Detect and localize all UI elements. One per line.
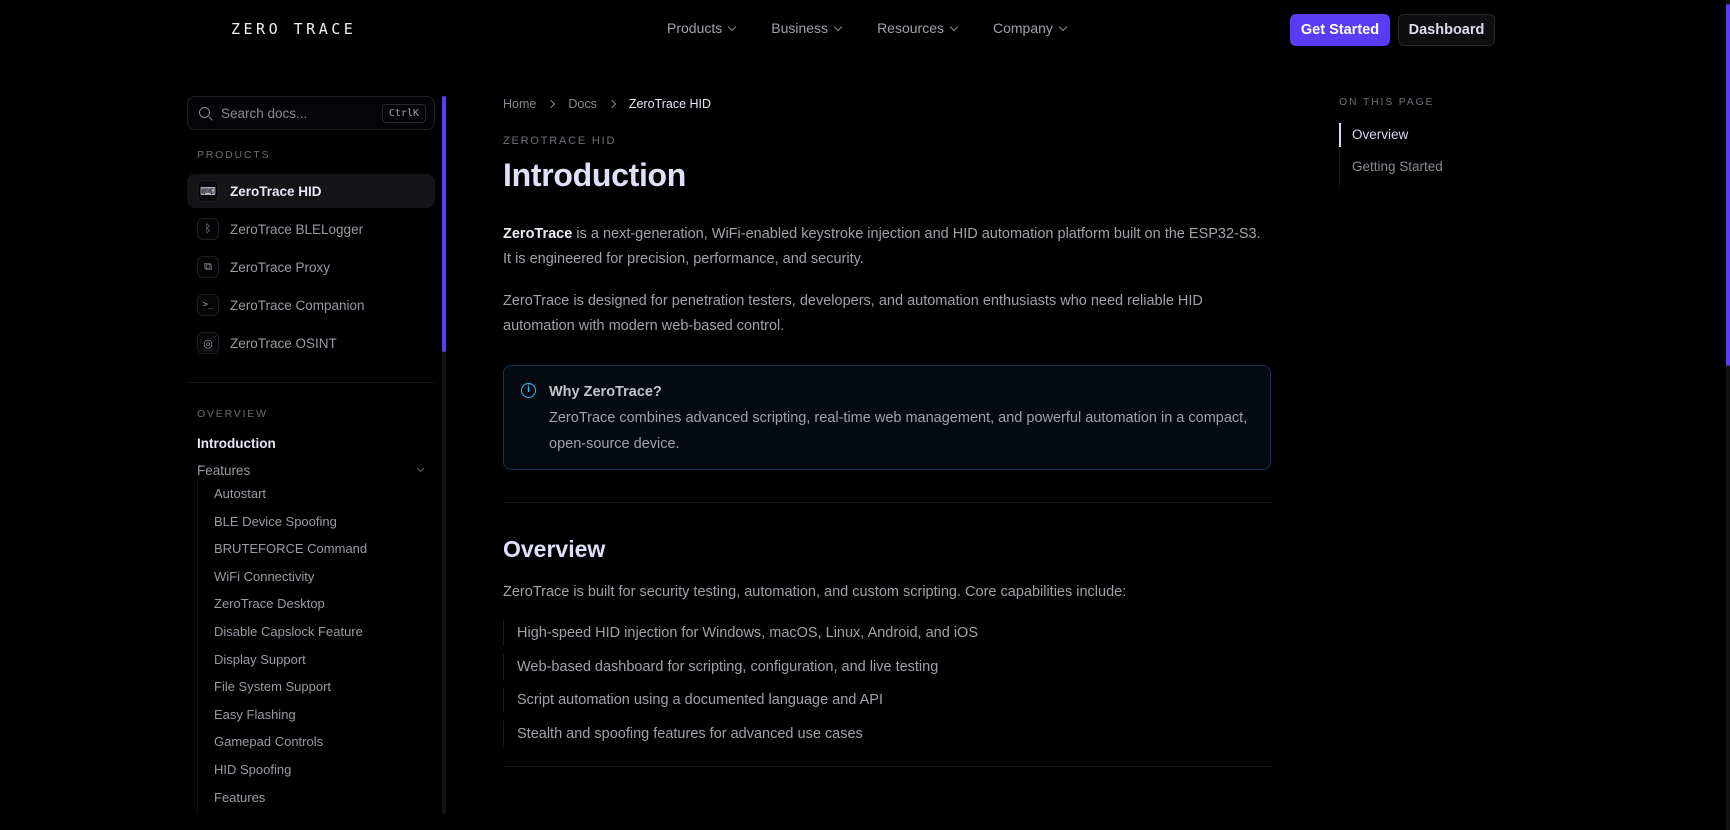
product-label: ZeroTrace Companion [230, 297, 365, 313]
sidebar-divider [187, 382, 435, 383]
intro-paragraph [503, 222, 1271, 272]
capabilities-list [503, 620, 1271, 747]
list-item: Script automation using a documented language and API [503, 687, 1271, 713]
overview-paragraph: ZeroTrace is built for security testing, automation, and custom scripting. Core capabilities include: [503, 584, 1127, 600]
sidebar-subitem[interactable]: File System Support [214, 679, 332, 695]
nav-company[interactable] [993, 20, 1066, 36]
chevron-down-icon [1059, 22, 1067, 30]
products-section-label: PRODUCTS [197, 149, 271, 161]
page-eyebrow: ZEROTRACE HID [503, 135, 617, 147]
sidebar-subitem[interactable]: Disable Capslock Feature [214, 623, 363, 639]
sidebar-item-zerotrace-proxy[interactable] [187, 250, 435, 284]
list-item: Stealth and spoofing features for advanced use cases [503, 721, 1271, 747]
toc-item-getting-started[interactable]: Getting Started [1352, 159, 1443, 174]
nav-label: Company [992, 20, 1053, 36]
nav-business[interactable] [771, 20, 841, 36]
chevron-right-icon [547, 100, 555, 108]
overview-heading: Overview [503, 536, 606, 562]
chevron-down-icon [950, 22, 958, 30]
nav-label: Products [667, 20, 723, 36]
product-label: ZeroTrace OSINT [230, 335, 337, 351]
sidebar-scrollbar-thumb[interactable] [442, 96, 446, 352]
page-scrollbar-thumb[interactable] [1726, 4, 1730, 366]
sidebar-subitem[interactable]: Easy Flashing [214, 706, 296, 722]
overview-list [197, 430, 435, 484]
chevron-down-icon [728, 22, 736, 30]
toc-item-overview[interactable]: Overview [1340, 123, 1539, 155]
section-divider [503, 766, 1271, 767]
callout-title: Why ZeroTrace? [549, 384, 662, 400]
network-icon: ⧉ [197, 256, 219, 278]
sidebar-subitem[interactable]: ZeroTrace Desktop [214, 596, 325, 612]
docs-sidebar [187, 96, 447, 816]
bluetooth-icon: ᛒ [197, 218, 219, 240]
search-placeholder: Search docs... [221, 106, 308, 121]
toc-label: ON THIS PAGE [1339, 96, 1435, 108]
info-callout [503, 365, 1271, 470]
product-label: ZeroTrace BLELogger [230, 221, 364, 237]
sidebar-subitem[interactable]: Features [214, 789, 266, 805]
sidebar-subitem[interactable]: BLE Device Spoofing [214, 513, 337, 529]
sidebar-subitem[interactable]: HID Spoofing [214, 761, 292, 777]
chevron-down-icon [417, 465, 424, 472]
sidebar-subitem[interactable]: BRUTEFORCE Command [214, 541, 368, 557]
breadcrumb-docs[interactable]: Docs [568, 97, 597, 111]
breadcrumb-home[interactable]: Home [503, 97, 537, 111]
features-label: Features [197, 463, 251, 478]
sidebar-item-zerotrace-companion[interactable] [187, 288, 435, 322]
top-navbar [0, 0, 1730, 60]
sidebar-item-zerotrace-osint[interactable] [187, 326, 435, 360]
logo[interactable]: ZERO TRACE [231, 20, 357, 38]
get-started-button[interactable]: Get Started [1290, 14, 1390, 46]
nav-label: Resources [877, 20, 944, 36]
search-icon [199, 107, 210, 118]
chevron-right-icon [608, 100, 616, 108]
list-item: High-speed HID injection for Windows, macOS, Linux, Android, and iOS [503, 620, 1271, 646]
toc-list [1339, 123, 1539, 187]
nav-label: Business [771, 20, 829, 36]
page-title: Introduction [503, 157, 687, 193]
keyboard-icon: ⌨ [197, 180, 219, 202]
sidebar-item-zerotrace-hid[interactable] [187, 174, 435, 208]
nav-products[interactable] [667, 20, 735, 36]
sidebar-item-introduction[interactable]: Introduction [197, 436, 276, 451]
chevron-down-icon [834, 22, 842, 30]
radar-icon: ◎ [197, 332, 219, 354]
sidebar-subitem[interactable]: WiFi Connectivity [214, 568, 315, 584]
intro-text: is a next-generation, WiFi-enabled keystroke injection and HID automation platform built on the ESP32-S3. It is engineered for precision, performance, and security. [503, 226, 1261, 267]
features-sublist [197, 480, 435, 811]
sidebar-subitem[interactable]: Autostart [214, 486, 267, 501]
breadcrumb [503, 96, 1271, 112]
sidebar-subitem[interactable]: Gamepad Controls [214, 734, 324, 750]
overview-section-label: OVERVIEW [197, 408, 268, 420]
breadcrumb-current: ZeroTrace HID [628, 97, 712, 111]
dashboard-button[interactable]: Dashboard [1398, 14, 1495, 46]
list-item: Web-based dashboard for scripting, configuration, and live testing [503, 654, 1271, 680]
section-divider [503, 502, 1271, 503]
callout-body: ZeroTrace combines advanced scripting, real-time web management, and powerful automation in a compact, open-source device. [549, 410, 1248, 452]
keyboard-shortcut-badge: CtrlK [382, 104, 426, 123]
audience-paragraph: ZeroTrace is designed for penetration testers, developers, and automation enthusiasts who need reliable HID automation with modern web-based control. [503, 293, 1203, 334]
main-content [503, 96, 1271, 767]
info-icon: i [521, 383, 536, 398]
product-label: ZeroTrace Proxy [230, 259, 331, 275]
product-label: ZeroTrace HID [230, 183, 322, 199]
intro-strong: ZeroTrace [503, 226, 573, 242]
sidebar-item-zerotrace-blelogger[interactable] [187, 212, 435, 246]
terminal-icon: >_ [197, 294, 219, 316]
nav-resources[interactable] [877, 20, 957, 36]
products-list [187, 174, 435, 364]
sidebar-subitem[interactable]: Display Support [214, 651, 306, 667]
on-this-page [1339, 96, 1539, 187]
search-input[interactable] [187, 96, 435, 130]
main-nav [667, 20, 1066, 36]
